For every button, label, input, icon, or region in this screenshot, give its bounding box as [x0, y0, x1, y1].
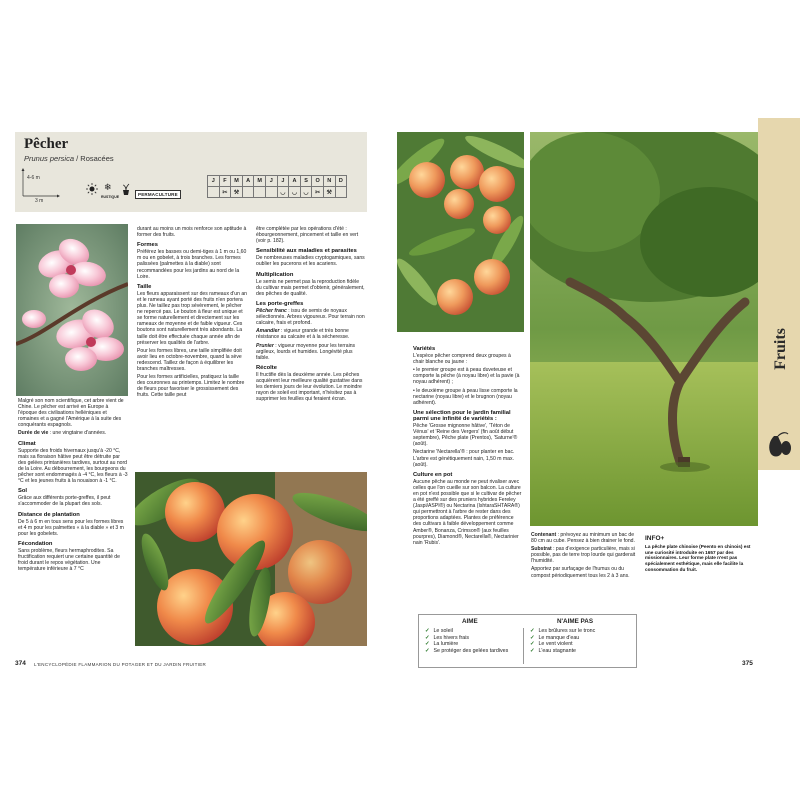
varieties-text-2: • le premier groupe est à peau duveteuse et comporte la pêche (à noyau libre) et la pavie (à noyau adhérent) ;: [413, 367, 520, 386]
peach-blossom-photo: [16, 224, 128, 396]
substrate-text: : pas d'exigence particulière, mais si possible, pas de terre trop lourde qui garderait l'humidité.: [531, 546, 636, 565]
pruning-text-2: Pour les formes libres, une taille simplifiée doit avoir lieu en octobre-novembre, quand la sève redescend. Taillez de façon à équilibrer les branches maîtresses.: [137, 347, 242, 372]
harvest-text: Il fructifie dès la deuxième année. Les pêches acquièrent leur meilleure qualité gustative dans les derniers jours de leur évolution. Le moindre rayon de soleil est important, n'hésitez pas à supprimer les feuilles qui feraient écran.: [256, 371, 363, 403]
pot-plant-icon: [121, 183, 131, 196]
page-title: Pêcher: [24, 136, 69, 152]
lifespan-label: Durée de vie: [18, 430, 49, 437]
months-row: [208, 176, 347, 187]
likes-list: [425, 628, 508, 654]
planting-calendar: [207, 175, 347, 198]
rootstock-pecher: [256, 308, 366, 326]
like-label: Les hivers frais: [433, 634, 470, 641]
right-text-column-2: [531, 532, 639, 581]
pot-culture-heading: Culture en pot: [413, 471, 453, 478]
month-cell: M: [231, 176, 243, 187]
sun-icon: [86, 183, 98, 195]
dislike-label: Le manque d'eau: [538, 634, 580, 641]
pruning-heading: Taille: [137, 283, 152, 290]
size-diagram-icon: [20, 168, 70, 206]
width-label: 3 m: [35, 198, 44, 204]
empty-cell: [254, 187, 266, 198]
climate-text: Supporte des froids hivernaux jusqu'à -20 °C, mais sa floraison hâtive peut être détruite par des gelées printanières tardives, surtout au nord de la Loire. Au débourrement, les bourgeons du pêcher sont endommagés à -4 °C, les fleurs à -3 °C et les jeunes fruits à la nouaison à -1 °C.: [18, 447, 128, 485]
basket-icon: ◡: [300, 187, 312, 198]
likes-heading: AIME: [462, 618, 478, 625]
month-cell: N: [323, 176, 335, 187]
month-cell: A: [242, 176, 254, 187]
soil-heading: Sol: [18, 488, 28, 495]
empty-cell: [265, 187, 277, 198]
month-cell: M: [254, 176, 266, 187]
check-icon: ✓: [425, 628, 430, 634]
month-cell: A: [289, 176, 301, 187]
list-item: [425, 635, 508, 642]
rootstock-amandier-name: Amandier: [256, 328, 280, 335]
section-tab-label: Fruits: [772, 328, 789, 370]
climate-heading: Climat: [18, 440, 36, 447]
month-cell: S: [300, 176, 312, 187]
diseases-heading: Sensibilité aux maladies et parasites: [256, 248, 357, 255]
check-icon: ✓: [425, 641, 430, 648]
substrate-label: Substrat: [531, 546, 552, 553]
shapes-text: Préférez les basses ou demi-tiges à 1 m ou 1,60 m ou en gobelet, à trois branches. Les formes palissées (palmettes à la diable) sont recommandées pour les jardins au nord de la Loire.: [137, 249, 247, 280]
rustique-label: RUSTIQUE: [101, 195, 120, 199]
month-cell: O: [312, 176, 324, 187]
list-item: [530, 641, 595, 648]
latin-name: Prunus persica: [24, 154, 75, 163]
selection-text: Pêche 'Grosse mignonne hâtive', 'Téton de Vénus' et 'Reine des Vergers' (fin août début septembre), Pêche plate (Prentos), 'Saturne'® (août).: [413, 423, 518, 448]
text-column-2: [137, 226, 248, 400]
container-label: Contenant: [531, 532, 557, 538]
peaches-on-tree-photo: [397, 132, 524, 332]
snowflake-icon: ❄: [104, 182, 112, 192]
rootstock-amandier-text: : vigueur grande et très bonne résistance au calcaire et à la sécheresse.: [256, 328, 350, 341]
lifespan-text: : une vingtaine d'années.: [48, 430, 107, 437]
harvest-heading: Récolte: [256, 364, 277, 371]
like-label: Se protéger des gelées tardives: [433, 647, 509, 654]
rootstock-prunier-text: : vigueur moyenne pour les terrains argileux, lourds et humides. Longévité plus faible.: [256, 342, 356, 361]
check-icon: ✓: [530, 647, 535, 654]
text-column-1: [18, 398, 128, 574]
page-number-left: 374: [15, 660, 26, 667]
rootstocks-heading: Les porte-greffes: [256, 300, 304, 307]
month-cell: D: [335, 176, 347, 187]
pear-icon: [764, 428, 792, 460]
shapes-heading: Formes: [137, 242, 158, 249]
pot-culture-text: Aucune pêche au monde ne peut rivaliser avec celles que l'on cueille sur son balcon. La culture en pot n'est possible que si le cultivar de pêcher a été greffé sur des pruniers hybrides Fereley (Jaspi/ASPI®) ou Nectarina (IshtaraSHTARA®) qui permettront à l'arbre de rester dans des proportions adaptées. Plantes de préférence des cultivars à faible développement comme Amber®, Bonanza, Crimson® (aux feuilles pourpres), Diamond®, Nectarella®, Nectarinier nain 'Rubis'.: [413, 478, 522, 546]
like-label: La lumière: [433, 641, 459, 648]
planting-icon: ⚒: [323, 187, 335, 198]
rootstock-pecher-text: : issu de semis de noyaux sélectionnés. Arbres vigoureux. Pour terrain non calcaire, frais et profond.: [256, 308, 365, 327]
container-text: : prévoyez au minimum un bac de 80 cm au cube. Pensez à bien drainer le fond.: [531, 532, 635, 545]
species-subtitle: [24, 154, 114, 163]
list-item: [425, 628, 508, 635]
list-item: [530, 628, 595, 635]
list-item: [425, 648, 508, 655]
planting-icon: ⚒: [231, 187, 243, 198]
varieties-text-1: L'espèce pêcher comprend deux groupes à chair blanche ou jaune :: [413, 353, 511, 366]
pruning-icon: ✂: [312, 187, 324, 198]
dislikes-heading: N'AIME PAS: [557, 618, 594, 625]
basket-icon: ◡: [277, 187, 289, 198]
month-cell: J: [265, 176, 277, 187]
pruning-text-3: Pour les formes artificielles, pratiquez la taille des couronnes au printemps. Limitez le nombre de fleurs pour favoriser le grossissement des fruits. Cette taille peut: [137, 374, 245, 399]
pollination-text: Sans problème, fleurs hermaphrodites. Sa fructification requiert une certaine quantité de froid durant le repos végétation. Une température inférieure à 7 °C: [18, 547, 120, 573]
footer-book-title: L'ENCYCLOPÉDIE FLAMMARION DU POTAGER ET DU JARDIN FRUITIER: [34, 662, 207, 667]
check-icon: ✓: [530, 641, 535, 648]
permaculture-badge: PERMACULTURE: [135, 190, 181, 199]
empty-cell: [242, 187, 254, 198]
pruning-text-1: Les fleurs apparaissent sur des rameaux d'un an et le rameau ayant porté des fruits n'en portera plus. Ne taillez pas trop sévèrement, le pêcher ne repercé pas. Le bouton à fleur est unique et se forme naturellement et directement sur les rameaux de moyenne et de faible vigueur. Ces boutons sont naturellement très abondants. La taille doit être effectuée chaque année afin de préserver les qualités de l'arbre.: [137, 290, 247, 346]
varieties-text-3: • le deuxième groupe à peau lisse comporte la nectarine (noyau libre) et le brugnon (noyau adhérent).: [413, 387, 518, 406]
rootstock-prunier: [256, 343, 366, 361]
substrate-paragraph: [531, 546, 639, 564]
dislike-label: Les brûlures sur le tronc: [538, 628, 596, 634]
check-icon: ✓: [530, 628, 535, 634]
page-number-right: 375: [742, 660, 753, 667]
family-name: / Rosacées: [74, 154, 114, 163]
list-item: [530, 635, 595, 642]
substrate-text-2: Apportez par surfaçage de l'humus ou du compost périodiquement tous les 2 à 3 ans.: [531, 566, 630, 579]
rootstock-amandier: [256, 328, 366, 340]
list-item: [425, 641, 508, 648]
col3-lead: être complétée par les opérations d'été : ébourgeonnement, pincement et taille en vert (voir p. 182).: [256, 226, 359, 245]
col2-lead: durant au moins un mois renforce son aptitude à former des fruits.: [137, 226, 247, 239]
month-cell: J: [277, 176, 289, 187]
box-divider: [523, 628, 524, 664]
like-label: Le soleil: [433, 628, 453, 634]
month-cell: F: [219, 176, 231, 187]
month-cell: J: [208, 176, 220, 187]
pollination-heading: Fécondation: [18, 540, 53, 547]
selection-heading: Une sélection pour le jardin familial parmi une infinité de variétés :: [413, 409, 511, 422]
section-tab: [758, 118, 800, 470]
height-label: 4-6 m: [27, 175, 40, 181]
orchard-tree-photo: [530, 132, 758, 526]
spacing-text: De 5 à 6 m en tous sens pour les formes libres et 4 m pour les palmettes « à la diable » et 3 m pour les gobelets.: [18, 518, 124, 537]
varieties-heading: Variétés: [413, 346, 436, 352]
likes-dislikes-box: [418, 614, 637, 668]
propagation-heading: Multiplication: [256, 271, 294, 278]
rootstock-pecher-name: Pêcher franc: [256, 308, 287, 315]
selection-text-2: Nectarine 'Nectarella'® : pour planter en bac. L'arbre est génétiquement nain, 1,50 m max. (août).: [413, 449, 515, 468]
info-heading: INFO+: [645, 535, 665, 542]
tasks-row: [208, 187, 347, 198]
right-text-column-1: [413, 342, 523, 548]
check-icon: ✓: [425, 647, 430, 654]
empty-cell: [208, 187, 220, 198]
basket-icon: ◡: [289, 187, 301, 198]
text-column-3: [256, 226, 366, 404]
diseases-text: De nombreuses maladies cryptogamiques, sans oublier les pucerons et les acariens.: [256, 255, 365, 268]
propagation-text: Le semis ne permet pas la reproduction fidèle du cultivar mais permet d'obtenir, généralement, des pêches de qualité.: [256, 278, 365, 297]
soil-text: Grâce aux différents porte-greffes, il peut s'accommoder de la plupart des sols.: [18, 495, 111, 508]
empty-cell: [335, 187, 347, 198]
container-paragraph: [531, 532, 639, 544]
dislike-label: Le vent violent: [538, 641, 573, 648]
check-icon: ✓: [425, 634, 430, 641]
info-text: La pêche plate chinoise (Peento en chinois) est une curiosité introduite en 1657 par des missionnaires. Leur forme plate n'est pas spécialement esthétique, mais elle facilite la consommation du fruit.: [645, 544, 751, 572]
dislike-label: L'eau stagnante: [538, 647, 576, 654]
intro-paragraph: Malgré son nom scientifique, cet arbre vient de Chine. Le pêcher est arrivé en Europe à l'époque des civilisations helléniques et romaines et a gagné l'Amérique à la suite des conquérants espagnols.: [18, 398, 124, 429]
check-icon: ✓: [530, 634, 535, 641]
peaches-closeup-photo: [135, 472, 367, 646]
dislikes-list: [530, 628, 595, 654]
rootstock-prunier-name: Prunier: [256, 342, 274, 349]
spacing-heading: Distance de plantation: [18, 511, 80, 518]
list-item: [530, 648, 595, 655]
lifespan-paragraph: [18, 430, 128, 436]
pruning-icon: ✂: [219, 187, 231, 198]
